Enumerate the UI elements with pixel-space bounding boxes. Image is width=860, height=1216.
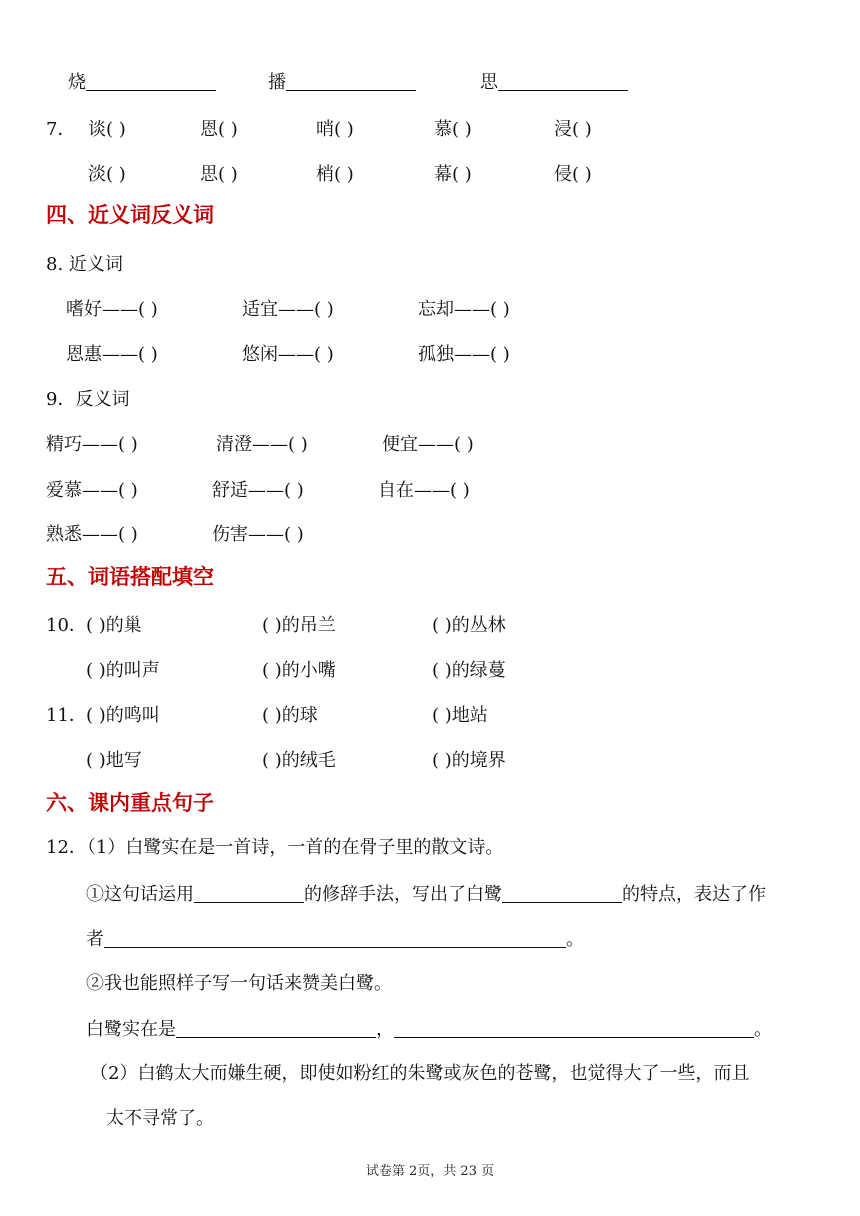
q12-blank-rhetoric[interactable] xyxy=(194,882,304,903)
q6-char-3: 思 xyxy=(480,72,498,93)
q12-sub1-line2 xyxy=(86,927,584,952)
q7-item: 哨( ) xyxy=(316,119,354,140)
q9-item: 舒适——( ) xyxy=(212,480,304,501)
q7-item: 慕( ) xyxy=(434,119,472,140)
q12-stem: 12．（1）白鹭实在是一首诗，一首的在骨子里的散文诗。 xyxy=(46,837,504,858)
q11-item: ( )的鸣叫 xyxy=(86,705,160,726)
q12-part2-line2: 太不寻常了。 xyxy=(106,1108,214,1129)
section-heading-6: 六、课内重点句子 xyxy=(46,791,214,815)
q9-item: 自在——( ) xyxy=(378,480,470,501)
q12-sub1-text-b: 的修辞手法，写出了白鹭 xyxy=(304,884,502,905)
q11-item: ( )的境界 xyxy=(432,750,506,771)
q8-item: 适宜——( ) xyxy=(242,299,334,320)
q8-label: 8. 近义词 xyxy=(46,254,123,275)
q8-item: 恩惠——( ) xyxy=(66,344,158,365)
question-number-11: 11． xyxy=(46,705,87,726)
q12-sub2: ②我也能照样子写一句话来赞美白鹭。 xyxy=(86,973,392,994)
q6-blank-1[interactable] xyxy=(86,70,216,91)
section-heading-4: 四、近义词反义词 xyxy=(46,203,214,227)
q7-item: 恩( ) xyxy=(200,119,238,140)
q10-item: ( )的绿蔓 xyxy=(432,660,506,681)
q7-item: 梢( ) xyxy=(316,164,354,185)
q11-item: ( )的球 xyxy=(262,705,318,726)
page-footer: 试卷第 2页，共 23 页 xyxy=(365,1164,495,1179)
q12-blank-emotion[interactable] xyxy=(104,927,566,948)
q8-item: 忘却——( ) xyxy=(418,299,510,320)
q12-sub2-end: 。 xyxy=(754,1019,772,1040)
question-number-7: 7． xyxy=(46,119,76,140)
question-number-10: 10． xyxy=(46,615,87,636)
q9-item: 熟悉——( ) xyxy=(46,524,138,545)
q10-item: ( )的巢 xyxy=(86,615,142,636)
q10-item: ( )的叫声 xyxy=(86,660,160,681)
q12-sub1-text-a: ①这句话运用 xyxy=(86,884,194,905)
q6-row xyxy=(480,70,628,95)
q10-item: ( )的吊兰 xyxy=(262,615,336,636)
q10-item: ( )的丛林 xyxy=(432,615,506,636)
q6-char-2: 播 xyxy=(268,72,286,93)
q6-char-1: 烧 xyxy=(68,72,86,93)
q12-blank-feature[interactable] xyxy=(502,882,622,903)
q12-sub2-comma: ， xyxy=(376,1019,394,1040)
q12-sub1-text-c: 的特点，表达了作 xyxy=(622,884,766,905)
q12-sub1-line1 xyxy=(86,882,766,907)
q9-label: 9．反义词 xyxy=(46,389,130,410)
q7-item: 幕( ) xyxy=(434,164,472,185)
q9-item: 便宜——( ) xyxy=(382,434,474,455)
q12-sub2-fill xyxy=(86,1017,772,1042)
q12-sub2-text-a: 白鹭实在是 xyxy=(86,1019,176,1040)
q7-item: 侵( ) xyxy=(554,164,592,185)
q9-item: 伤害——( ) xyxy=(212,524,304,545)
q6-blank-2[interactable] xyxy=(286,70,416,91)
q8-item: 孤独——( ) xyxy=(418,344,510,365)
q7-item: 思( ) xyxy=(200,164,238,185)
q12-sub1-end: 。 xyxy=(566,929,584,950)
q9-item: 精巧——( ) xyxy=(46,434,138,455)
q6-blank-3[interactable] xyxy=(498,70,628,91)
q6-row xyxy=(68,70,216,95)
q12-blank-poem-b[interactable] xyxy=(394,1017,754,1038)
q12-part2-line1: （2）白鹤太大而嫌生硬，即使如粉红的朱鹭或灰色的苍鹭，也觉得大了一些，而且 xyxy=(90,1063,750,1084)
q6-row xyxy=(268,70,416,95)
q9-item: 清澄——( ) xyxy=(216,434,308,455)
q11-item: ( )地写 xyxy=(86,750,142,771)
section-heading-5: 五、词语搭配填空 xyxy=(46,565,214,589)
q12-sub1-text-d: 者 xyxy=(86,929,104,950)
q11-item: ( )地站 xyxy=(432,705,488,726)
q11-item: ( )的绒毛 xyxy=(262,750,336,771)
q12-blank-poem-a[interactable] xyxy=(176,1017,376,1038)
q7-item: 谈( ) xyxy=(88,119,126,140)
q7-item: 浸( ) xyxy=(554,119,592,140)
q8-item: 嗜好——( ) xyxy=(66,299,158,320)
q8-item: 悠闲——( ) xyxy=(242,344,334,365)
q10-item: ( )的小嘴 xyxy=(262,660,336,681)
q7-item: 淡( ) xyxy=(88,164,126,185)
q9-item: 爱慕——( ) xyxy=(46,480,138,501)
